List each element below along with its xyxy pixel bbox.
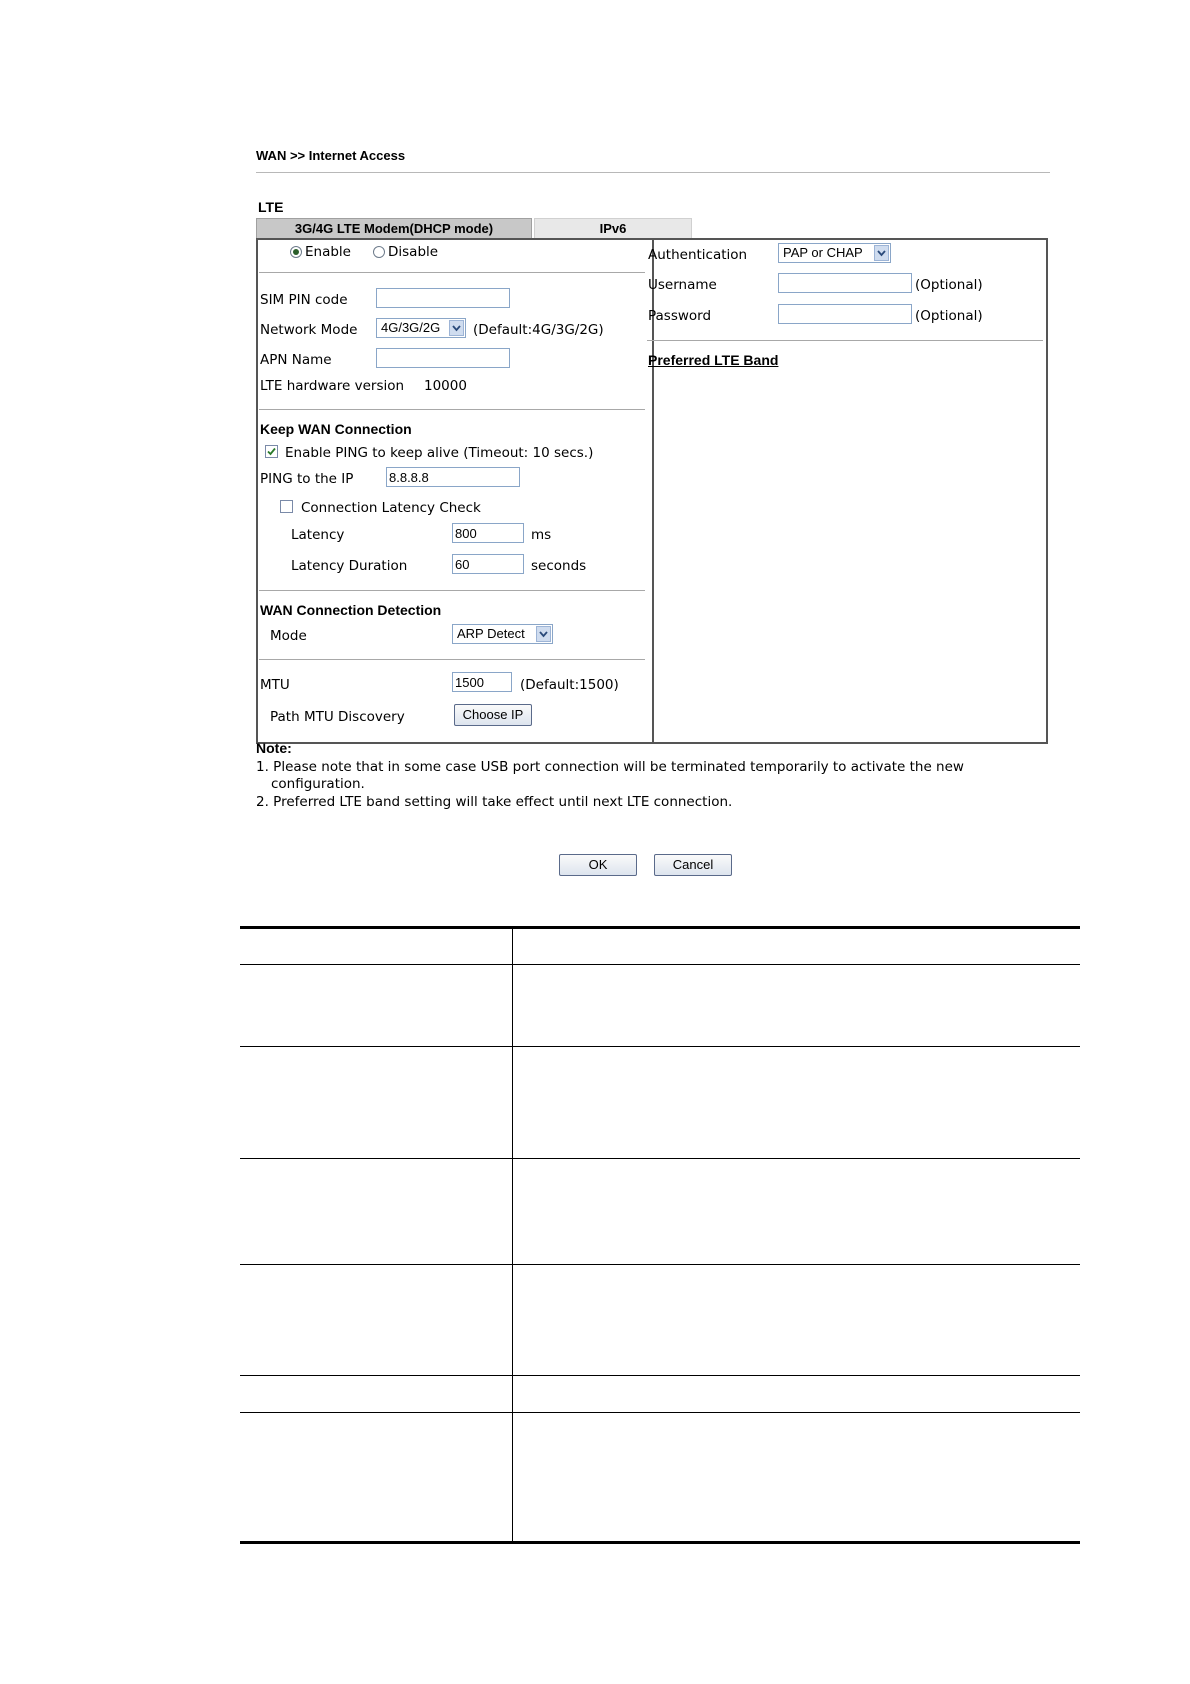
latency-input[interactable] — [452, 523, 524, 543]
table-row-divider — [240, 964, 1080, 965]
password-hint: (Optional) — [915, 308, 983, 324]
header-divider — [256, 172, 1050, 173]
duration-input[interactable] — [452, 554, 524, 574]
duration-label: Latency Duration — [291, 558, 408, 574]
check-icon — [266, 446, 277, 457]
auth-select[interactable] — [778, 243, 891, 263]
table-row-divider — [240, 1158, 1080, 1159]
sim-pin-label: SIM PIN code — [260, 292, 348, 308]
table-column-divider — [512, 929, 513, 1541]
table-row-divider — [240, 1264, 1080, 1265]
pmtu-label: Path MTU Discovery — [270, 709, 405, 725]
chevron-down-icon — [874, 245, 889, 261]
note-title: Note: — [256, 740, 292, 756]
mtu-input[interactable] — [452, 672, 512, 692]
divider — [259, 272, 645, 273]
latency-label: Latency — [291, 527, 345, 543]
ping-enable-checkbox[interactable] — [265, 445, 278, 458]
duration-unit: seconds — [531, 558, 587, 574]
auth-value: PAP or CHAP — [783, 245, 863, 260]
chevron-down-icon — [536, 626, 551, 642]
detection-mode-label: Mode — [270, 628, 307, 644]
note-line-2: 2. Preferred LTE band setting will take effect until next LTE connection. — [256, 794, 733, 810]
network-mode-default: (Default:4G/3G/2G) — [473, 322, 604, 338]
username-input[interactable] — [778, 273, 912, 293]
username-label: Username — [648, 277, 717, 293]
latency-check-label: Connection Latency Check — [301, 500, 481, 516]
lte-hw-label: LTE hardware version — [260, 378, 405, 394]
latency-unit: ms — [531, 527, 552, 543]
apn-input[interactable] — [376, 348, 510, 368]
auth-label: Authentication — [648, 247, 748, 263]
divider — [647, 340, 1043, 341]
tab-dhcp-mode[interactable]: 3G/4G LTE Modem(DHCP mode) — [256, 218, 532, 239]
table-row-divider — [240, 1046, 1080, 1047]
note-line-1: 1. Please note that in some case USB port connection will be terminated temporarily to activate the new — [256, 759, 964, 775]
table-top-border — [240, 926, 1080, 929]
apn-label: APN Name — [260, 352, 332, 368]
password-input[interactable] — [778, 304, 912, 324]
network-mode-label: Network Mode — [260, 322, 358, 338]
divider — [259, 659, 645, 660]
sim-pin-input[interactable] — [376, 288, 510, 308]
latency-check-checkbox[interactable] — [280, 500, 293, 513]
table-row-divider — [240, 1375, 1080, 1376]
password-label: Password — [648, 308, 712, 324]
ping-ip-input[interactable] — [386, 467, 520, 487]
lte-hw-value: 10000 — [424, 378, 467, 394]
breadcrumb: WAN >> Internet Access — [256, 148, 406, 163]
choose-ip-button[interactable]: Choose IP — [454, 704, 532, 726]
mtu-label: MTU — [260, 677, 290, 693]
table-bottom-border — [240, 1541, 1080, 1544]
network-mode-value: 4G/3G/2G — [381, 320, 441, 335]
tab-ipv6[interactable]: IPv6 — [534, 218, 692, 239]
divider — [259, 590, 645, 591]
section-title: LTE — [258, 199, 284, 215]
chevron-down-icon — [449, 320, 464, 336]
username-hint: (Optional) — [915, 277, 983, 293]
enable-label: Enable — [305, 244, 351, 260]
detection-mode-value: ARP Detect — [457, 626, 525, 641]
keep-wan-title: Keep WAN Connection — [260, 421, 412, 437]
disable-radio[interactable] — [373, 246, 385, 258]
note-line-1-continued: configuration. — [271, 776, 365, 792]
ping-ip-label: PING to the IP — [260, 471, 354, 487]
ok-button[interactable]: OK — [559, 854, 637, 876]
table-row-divider — [240, 1412, 1080, 1413]
detection-title: WAN Connection Detection — [260, 602, 442, 618]
enable-radio[interactable] — [290, 246, 302, 258]
cancel-button[interactable]: Cancel — [654, 854, 732, 876]
mtu-default: (Default:1500) — [520, 677, 619, 693]
detection-mode-select[interactable] — [452, 624, 553, 644]
disable-label: Disable — [388, 244, 439, 260]
ping-enable-label: Enable PING to keep alive (Timeout: 10 secs.) — [285, 445, 594, 461]
preferred-lte-band-link[interactable]: Preferred LTE Band — [648, 352, 779, 368]
network-mode-select[interactable] — [376, 318, 466, 338]
divider — [259, 409, 645, 410]
